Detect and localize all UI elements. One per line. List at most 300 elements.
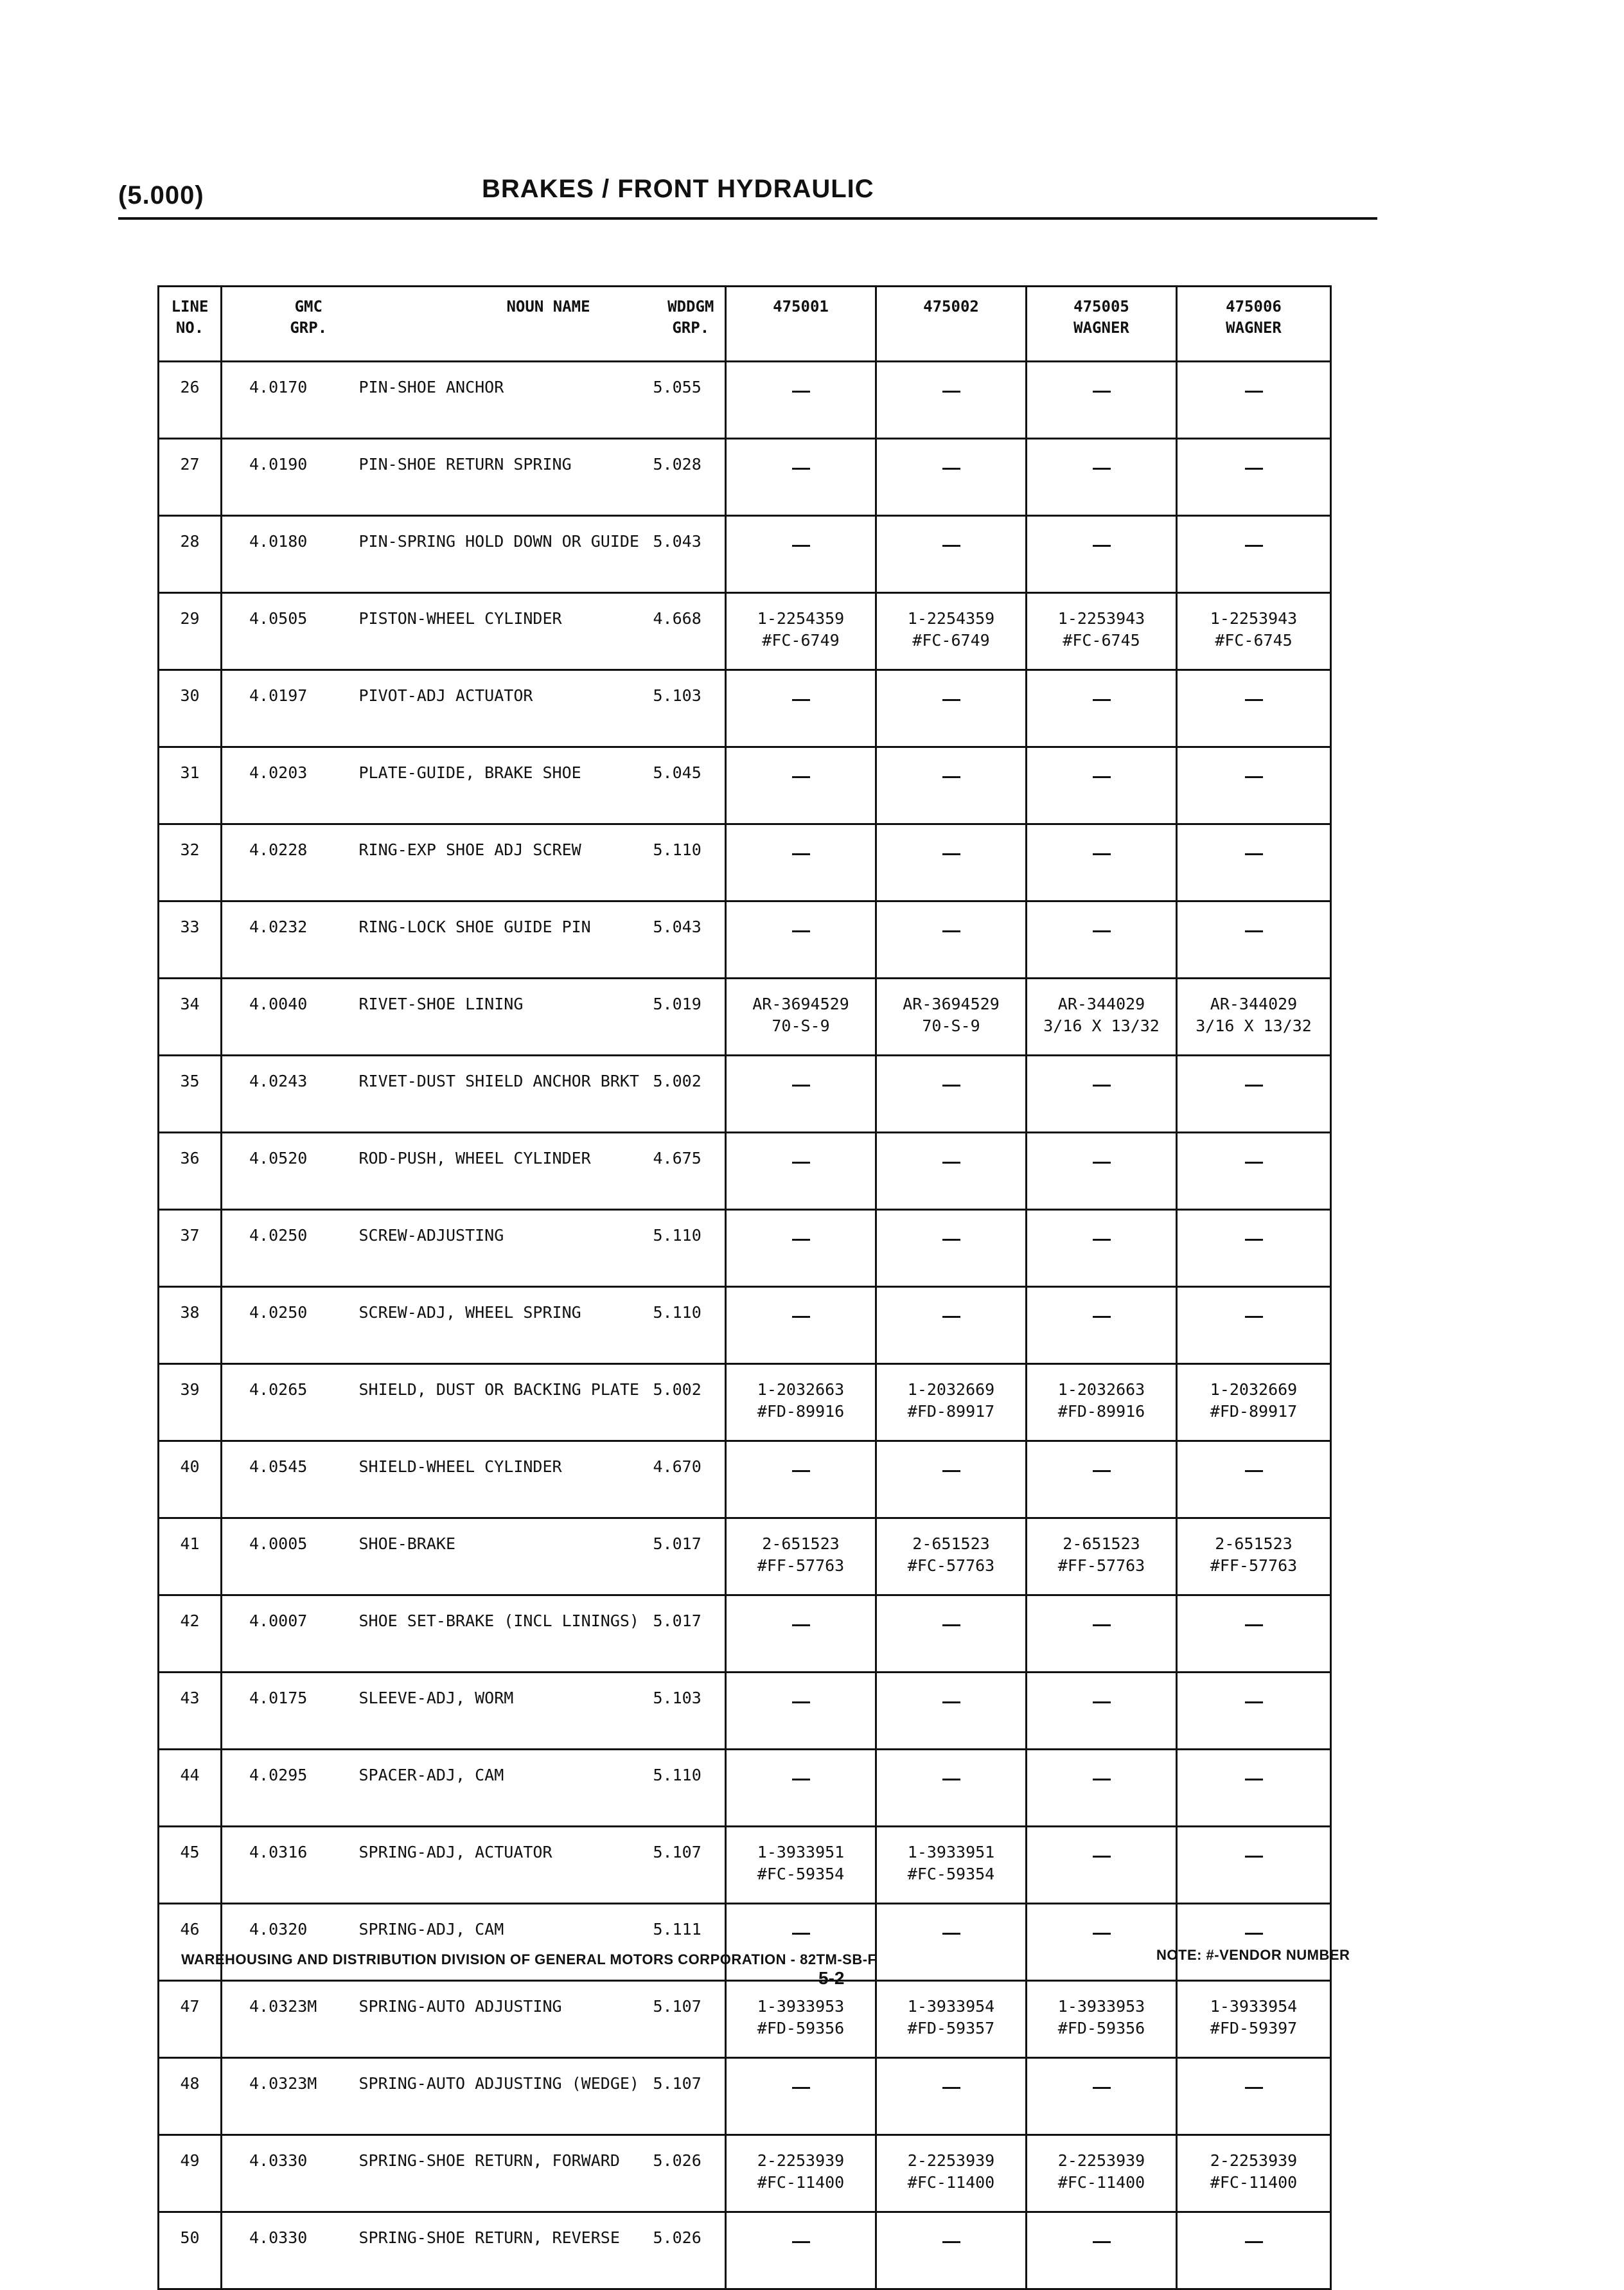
vendor-number: #FC-57763 — [907, 1556, 995, 1575]
vendor-part-cell — [1027, 2135, 1177, 2212]
not-applicable-dash — [1093, 1856, 1111, 1858]
noun-name-cell: SCREW-ADJUSTING — [357, 1210, 646, 1287]
gmc-group-cell: 4.0232 — [222, 901, 357, 979]
part-number: 2-651523 — [1063, 1534, 1140, 1553]
wddgm-group-cell: 5.002 — [646, 1364, 726, 1441]
vendor-part-cell — [1177, 1133, 1331, 1210]
vendor-part-cell — [1027, 1673, 1177, 1750]
vendor-part-cell — [726, 1981, 876, 2058]
vendor-part-cell — [1027, 824, 1177, 901]
gmc-group-cell: 4.0228 — [222, 824, 357, 901]
vendor-part-cell — [1177, 901, 1331, 979]
part-number: 1-2253943 — [1057, 609, 1145, 628]
vendor-number: #FC-6745 — [1215, 631, 1293, 650]
gmc-group-cell: 4.0190 — [222, 439, 357, 516]
not-applicable-dash — [1093, 545, 1111, 547]
noun-name-cell: PISTON-WHEEL CYLINDER — [357, 593, 646, 670]
not-applicable-dash — [1245, 1933, 1263, 1935]
table-row — [159, 2058, 1331, 2135]
wddgm-group-cell: 4.670 — [646, 1441, 726, 1518]
vendor-part-cell — [876, 1518, 1027, 1595]
vendor-part-cell — [1027, 1904, 1177, 1981]
table-row — [159, 1595, 1331, 1673]
vendor-part-cell — [1027, 979, 1177, 1056]
part-number: 1-3933954 — [1210, 1997, 1298, 2016]
wddgm-group-cell: 4.675 — [646, 1133, 726, 1210]
not-applicable-dash — [942, 2087, 960, 2089]
table-row — [159, 1518, 1331, 1595]
line-number-cell: 48 — [159, 2058, 222, 2135]
gmc-group-cell: 4.0330 — [222, 2212, 357, 2289]
col-header-475002: 475002 — [876, 287, 1027, 362]
vendor-part-cell — [1027, 516, 1177, 593]
not-applicable-dash — [1093, 1624, 1111, 1626]
vendor-part-cell — [876, 901, 1027, 979]
vendor-part-cell — [876, 747, 1027, 824]
vendor-part-cell — [876, 516, 1027, 593]
line-number-cell: 43 — [159, 1673, 222, 1750]
line-number-cell: 41 — [159, 1518, 222, 1595]
vendor-part-cell — [1177, 1981, 1331, 2058]
vendor-number: #FF-57763 — [1057, 1556, 1145, 1575]
not-applicable-dash — [792, 1316, 810, 1318]
footer-vendor-note: NOTE: #-VENDOR NUMBER — [1156, 1947, 1350, 1963]
wddgm-group-cell: 5.110 — [646, 1750, 726, 1827]
gmc-group-cell: 4.0250 — [222, 1287, 357, 1364]
vendor-part-cell — [1177, 1750, 1331, 1827]
col-header-475005: 475005 WAGNER — [1027, 287, 1177, 362]
table-row — [159, 2135, 1331, 2212]
not-applicable-dash — [792, 391, 810, 393]
noun-name-cell: SPRING-ADJ, CAM — [357, 1904, 646, 1981]
vendor-part-cell — [726, 824, 876, 901]
wddgm-group-cell: 5.110 — [646, 1287, 726, 1364]
vendor-number: 3/16 X 13/32 — [1043, 1016, 1160, 1035]
vendor-part-cell — [726, 1595, 876, 1673]
noun-name-cell: SHIELD-WHEEL CYLINDER — [357, 1441, 646, 1518]
vendor-number: 70-S-9 — [922, 1016, 980, 1035]
not-applicable-dash — [1245, 468, 1263, 470]
not-applicable-dash — [1093, 1701, 1111, 1703]
gmc-group-cell: 4.0265 — [222, 1364, 357, 1441]
line-number-cell: 33 — [159, 901, 222, 979]
part-number: 2-2253939 — [1210, 2151, 1298, 2170]
not-applicable-dash — [942, 1162, 960, 1164]
gmc-group-cell: 4.0520 — [222, 1133, 357, 1210]
not-applicable-dash — [792, 776, 810, 778]
table-row — [159, 1364, 1331, 1441]
vendor-number: #FC-6745 — [1063, 631, 1140, 650]
not-applicable-dash — [1093, 468, 1111, 470]
vendor-part-cell — [876, 1981, 1027, 2058]
part-number: 2-651523 — [912, 1534, 990, 1553]
wddgm-group-cell: 5.026 — [646, 2135, 726, 2212]
noun-name-cell: SPRING-SHOE RETURN, FORWARD — [357, 2135, 646, 2212]
wddgm-group-cell: 5.045 — [646, 747, 726, 824]
line-number-cell: 46 — [159, 1904, 222, 1981]
vendor-part-cell — [1177, 1673, 1331, 1750]
vendor-number: 3/16 X 13/32 — [1196, 1016, 1312, 1035]
part-number: 2-2253939 — [907, 2151, 995, 2170]
wddgm-group-cell: 5.111 — [646, 1904, 726, 1981]
part-number: 1-2032663 — [757, 1380, 845, 1399]
col-header-475001: 475001 — [726, 287, 876, 362]
vendor-part-cell — [1027, 1518, 1177, 1595]
vendor-part-cell — [1177, 2058, 1331, 2135]
noun-name-cell: RIVET-DUST SHIELD ANCHOR BRKT — [357, 1056, 646, 1133]
vendor-part-cell — [726, 1056, 876, 1133]
noun-name-cell: SPRING-ADJ, ACTUATOR — [357, 1827, 646, 1904]
not-applicable-dash — [792, 930, 810, 932]
part-number: 2-651523 — [1215, 1534, 1293, 1553]
part-number: 1-2254359 — [757, 609, 845, 628]
not-applicable-dash — [792, 1470, 810, 1472]
not-applicable-dash — [1093, 2087, 1111, 2089]
vendor-part-cell — [1177, 670, 1331, 747]
wddgm-group-cell: 5.103 — [646, 670, 726, 747]
not-applicable-dash — [1245, 853, 1263, 855]
noun-name-cell: PLATE-GUIDE, BRAKE SHOE — [357, 747, 646, 824]
table-row — [159, 1210, 1331, 1287]
part-number: 2-651523 — [762, 1534, 840, 1553]
wddgm-group-cell: 5.043 — [646, 901, 726, 979]
table-row — [159, 1827, 1331, 1904]
table-header-row — [159, 287, 1331, 362]
noun-name-cell: PIN-SHOE ANCHOR — [357, 362, 646, 439]
not-applicable-dash — [1245, 776, 1263, 778]
page-title: BRAKES / FRONT HYDRAULIC — [482, 175, 874, 203]
table-row — [159, 593, 1331, 670]
gmc-group-cell: 4.0316 — [222, 1827, 357, 1904]
gmc-group-cell: 4.0175 — [222, 1673, 357, 1750]
wddgm-group-cell: 5.019 — [646, 979, 726, 1056]
not-applicable-dash — [792, 2087, 810, 2089]
wddgm-group-cell: 5.103 — [646, 1673, 726, 1750]
vendor-part-cell — [726, 1673, 876, 1750]
vendor-number: #FD-59397 — [1210, 2019, 1298, 2037]
vendor-part-cell — [876, 1287, 1027, 1364]
vendor-part-cell — [876, 1056, 1027, 1133]
vendor-part-cell — [726, 901, 876, 979]
vendor-part-cell — [1027, 1287, 1177, 1364]
vendor-part-cell — [726, 2135, 876, 2212]
wddgm-group-cell: 5.055 — [646, 362, 726, 439]
vendor-number: #FC-11400 — [757, 2173, 845, 2192]
gmc-group-cell: 4.0005 — [222, 1518, 357, 1595]
part-number: AR-344029 — [1057, 995, 1145, 1013]
gmc-group-cell: 4.0170 — [222, 362, 357, 439]
gmc-group-cell: 4.0320 — [222, 1904, 357, 1981]
table-row — [159, 1287, 1331, 1364]
line-number-cell: 36 — [159, 1133, 222, 1210]
vendor-part-cell — [876, 1364, 1027, 1441]
col-header-wddgm-grp: WDDGM GRP. — [646, 287, 726, 362]
not-applicable-dash — [1245, 1856, 1263, 1858]
noun-name-cell: SCREW-ADJ, WHEEL SPRING — [357, 1287, 646, 1364]
vendor-part-cell — [1177, 593, 1331, 670]
vendor-number: #FC-6749 — [912, 631, 990, 650]
vendor-part-cell — [1027, 593, 1177, 670]
line-number-cell: 44 — [159, 1750, 222, 1827]
not-applicable-dash — [792, 1624, 810, 1626]
table-row — [159, 901, 1331, 979]
line-number-cell: 29 — [159, 593, 222, 670]
vendor-part-cell — [876, 593, 1027, 670]
line-number-cell: 49 — [159, 2135, 222, 2212]
vendor-number: #FD-59356 — [1057, 2019, 1145, 2037]
table-row — [159, 1981, 1331, 2058]
noun-name-cell: SHIELD, DUST OR BACKING PLATE — [357, 1364, 646, 1441]
vendor-part-cell — [1027, 670, 1177, 747]
part-number: AR-3694529 — [903, 995, 1000, 1013]
vendor-number: #FD-89916 — [757, 1402, 845, 1421]
vendor-part-cell — [876, 362, 1027, 439]
noun-name-cell: SLEEVE-ADJ, WORM — [357, 1673, 646, 1750]
part-number: 2-2253939 — [1057, 2151, 1145, 2170]
table-row — [159, 670, 1331, 747]
vendor-part-cell — [1027, 1750, 1177, 1827]
vendor-part-cell — [1027, 1827, 1177, 1904]
not-applicable-dash — [942, 1239, 960, 1241]
vendor-part-cell — [876, 1827, 1027, 1904]
vendor-part-cell — [1027, 1981, 1177, 2058]
noun-name-cell: SHOE-BRAKE — [357, 1518, 646, 1595]
vendor-number: #FD-59356 — [757, 2019, 845, 2037]
vendor-part-cell — [876, 2058, 1027, 2135]
wddgm-group-cell: 4.668 — [646, 593, 726, 670]
vendor-number: #FD-89917 — [907, 1402, 995, 1421]
not-applicable-dash — [942, 853, 960, 855]
gmc-group-cell: 4.0180 — [222, 516, 357, 593]
noun-name-cell: RING-LOCK SHOE GUIDE PIN — [357, 901, 646, 979]
header-rule — [118, 217, 1377, 220]
vendor-part-cell — [1027, 439, 1177, 516]
vendor-part-cell — [1027, 747, 1177, 824]
vendor-part-cell — [1177, 362, 1331, 439]
wddgm-group-cell: 5.110 — [646, 1210, 726, 1287]
vendor-part-cell — [876, 979, 1027, 1056]
vendor-part-cell — [876, 2212, 1027, 2289]
not-applicable-dash — [792, 2241, 810, 2243]
not-applicable-dash — [1093, 776, 1111, 778]
vendor-part-cell — [1177, 979, 1331, 1056]
not-applicable-dash — [942, 468, 960, 470]
vendor-part-cell — [1177, 2135, 1331, 2212]
not-applicable-dash — [1093, 1085, 1111, 1087]
line-number-cell: 30 — [159, 670, 222, 747]
vendor-number: #FD-89916 — [1057, 1402, 1145, 1421]
vendor-number: #FC-6749 — [762, 631, 840, 650]
table-row — [159, 824, 1331, 901]
wddgm-group-cell: 5.017 — [646, 1595, 726, 1673]
vendor-part-cell — [876, 1210, 1027, 1287]
table-row — [159, 1133, 1331, 1210]
not-applicable-dash — [1093, 1316, 1111, 1318]
vendor-part-cell — [726, 1441, 876, 1518]
not-applicable-dash — [942, 930, 960, 932]
vendor-part-cell — [1177, 1595, 1331, 1673]
footer-division: WAREHOUSING AND DISTRIBUTION DIVISION OF GENERAL MOTORS CORPORATION - 82TM-SB-F — [181, 1951, 877, 1967]
part-number: 1-2032669 — [1210, 1380, 1298, 1399]
col-header-gmc-grp: GMC GRP. — [222, 287, 357, 362]
vendor-part-cell — [1027, 1056, 1177, 1133]
not-applicable-dash — [792, 1701, 810, 1703]
part-number: 1-2032669 — [907, 1380, 995, 1399]
vendor-part-cell — [1177, 1904, 1331, 1981]
not-applicable-dash — [942, 1085, 960, 1087]
vendor-part-cell — [726, 1750, 876, 1827]
parts-table — [157, 285, 1332, 2290]
not-applicable-dash — [1093, 1933, 1111, 1935]
wddgm-group-cell: 5.043 — [646, 516, 726, 593]
vendor-part-cell — [726, 979, 876, 1056]
vendor-number: #FC-11400 — [1057, 2173, 1145, 2192]
not-applicable-dash — [1245, 545, 1263, 547]
not-applicable-dash — [792, 468, 810, 470]
vendor-part-cell — [1027, 1441, 1177, 1518]
not-applicable-dash — [942, 1701, 960, 1703]
table-row — [159, 2212, 1331, 2289]
not-applicable-dash — [1093, 391, 1111, 393]
gmc-group-cell: 4.0040 — [222, 979, 357, 1056]
not-applicable-dash — [792, 699, 810, 701]
gmc-group-cell: 4.0007 — [222, 1595, 357, 1673]
vendor-part-cell — [726, 2058, 876, 2135]
vendor-part-cell — [1027, 1364, 1177, 1441]
line-number-cell: 34 — [159, 979, 222, 1056]
vendor-part-cell — [1027, 2212, 1177, 2289]
not-applicable-dash — [1245, 699, 1263, 701]
wddgm-group-cell: 5.110 — [646, 824, 726, 901]
line-number-cell: 50 — [159, 2212, 222, 2289]
not-applicable-dash — [1245, 1701, 1263, 1703]
line-number-cell: 26 — [159, 362, 222, 439]
noun-name-cell: SPRING-AUTO ADJUSTING (WEDGE) — [357, 2058, 646, 2135]
vendor-part-cell — [726, 362, 876, 439]
section-number: (5.000) — [118, 181, 204, 209]
vendor-part-cell — [1177, 1441, 1331, 1518]
not-applicable-dash — [1245, 391, 1263, 393]
table-row — [159, 362, 1331, 439]
line-number-cell: 27 — [159, 439, 222, 516]
vendor-part-cell — [1177, 1827, 1331, 1904]
not-applicable-dash — [1093, 930, 1111, 932]
part-number: AR-3694529 — [752, 995, 849, 1013]
line-number-cell: 47 — [159, 1981, 222, 2058]
vendor-part-cell — [1177, 1287, 1331, 1364]
not-applicable-dash — [1245, 2087, 1263, 2089]
not-applicable-dash — [1245, 1085, 1263, 1087]
vendor-part-cell — [726, 1364, 876, 1441]
vendor-number: 70-S-9 — [772, 1016, 830, 1035]
vendor-number: #FC-59354 — [907, 1865, 995, 1883]
gmc-group-cell: 4.0243 — [222, 1056, 357, 1133]
wddgm-group-cell: 5.002 — [646, 1056, 726, 1133]
vendor-part-cell — [876, 1904, 1027, 1981]
noun-name-cell: ROD-PUSH, WHEEL CYLINDER — [357, 1133, 646, 1210]
not-applicable-dash — [1093, 1239, 1111, 1241]
table-row — [159, 979, 1331, 1056]
vendor-part-cell — [1177, 1364, 1331, 1441]
not-applicable-dash — [1245, 1779, 1263, 1780]
not-applicable-dash — [1245, 1162, 1263, 1164]
line-number-cell: 42 — [159, 1595, 222, 1673]
part-number: 1-2253943 — [1210, 609, 1298, 628]
noun-name-cell: PIN-SHOE RETURN SPRING — [357, 439, 646, 516]
vendor-part-cell — [726, 1904, 876, 1981]
not-applicable-dash — [792, 1162, 810, 1164]
not-applicable-dash — [1245, 1239, 1263, 1241]
vendor-part-cell — [1177, 824, 1331, 901]
vendor-part-cell — [876, 1673, 1027, 1750]
vendor-part-cell — [1177, 1056, 1331, 1133]
not-applicable-dash — [1093, 1779, 1111, 1780]
vendor-part-cell — [1177, 516, 1331, 593]
table-row — [159, 747, 1331, 824]
vendor-part-cell — [876, 1441, 1027, 1518]
not-applicable-dash — [942, 391, 960, 393]
vendor-number: #FC-11400 — [907, 2173, 995, 2192]
vendor-number: #FF-57763 — [1210, 1556, 1298, 1575]
table-row — [159, 1750, 1331, 1827]
not-applicable-dash — [1093, 2241, 1111, 2243]
not-applicable-dash — [1245, 1316, 1263, 1318]
noun-name-cell: SHOE SET-BRAKE (INCL LININGS) — [357, 1595, 646, 1673]
vendor-part-cell — [1027, 1133, 1177, 1210]
vendor-part-cell — [726, 1210, 876, 1287]
wddgm-group-cell: 5.107 — [646, 1981, 726, 2058]
noun-name-cell: SPRING-SHOE RETURN, REVERSE — [357, 2212, 646, 2289]
not-applicable-dash — [792, 1239, 810, 1241]
vendor-number: #FD-89917 — [1210, 1402, 1298, 1421]
not-applicable-dash — [942, 545, 960, 547]
vendor-part-cell — [726, 1827, 876, 1904]
part-number: 1-3933953 — [757, 1997, 845, 2016]
wddgm-group-cell: 5.028 — [646, 439, 726, 516]
table-row — [159, 1904, 1331, 1981]
not-applicable-dash — [1093, 1162, 1111, 1164]
line-number-cell: 35 — [159, 1056, 222, 1133]
line-number-cell: 45 — [159, 1827, 222, 1904]
page-number: 5-2 — [818, 1968, 845, 1988]
not-applicable-dash — [942, 2241, 960, 2243]
not-applicable-dash — [1093, 1470, 1111, 1472]
vendor-part-cell — [726, 1287, 876, 1364]
vendor-part-cell — [876, 2135, 1027, 2212]
not-applicable-dash — [942, 1624, 960, 1626]
not-applicable-dash — [792, 1779, 810, 1780]
vendor-part-cell — [876, 1595, 1027, 1673]
wddgm-group-cell: 5.017 — [646, 1518, 726, 1595]
vendor-part-cell — [726, 2212, 876, 2289]
not-applicable-dash — [792, 545, 810, 547]
not-applicable-dash — [942, 1779, 960, 1780]
vendor-part-cell — [876, 1133, 1027, 1210]
not-applicable-dash — [942, 1316, 960, 1318]
vendor-part-cell — [1177, 1518, 1331, 1595]
line-number-cell: 37 — [159, 1210, 222, 1287]
noun-name-cell: RIVET-SHOE LINING — [357, 979, 646, 1056]
part-number: 2-2253939 — [757, 2151, 845, 2170]
part-number: 1-3933951 — [757, 1843, 845, 1861]
table-row — [159, 1673, 1331, 1750]
not-applicable-dash — [942, 699, 960, 701]
vendor-part-cell — [726, 1518, 876, 1595]
line-number-cell: 31 — [159, 747, 222, 824]
vendor-number: #FF-57763 — [757, 1556, 845, 1575]
noun-name-cell: SPACER-ADJ, CAM — [357, 1750, 646, 1827]
not-applicable-dash — [942, 1470, 960, 1472]
